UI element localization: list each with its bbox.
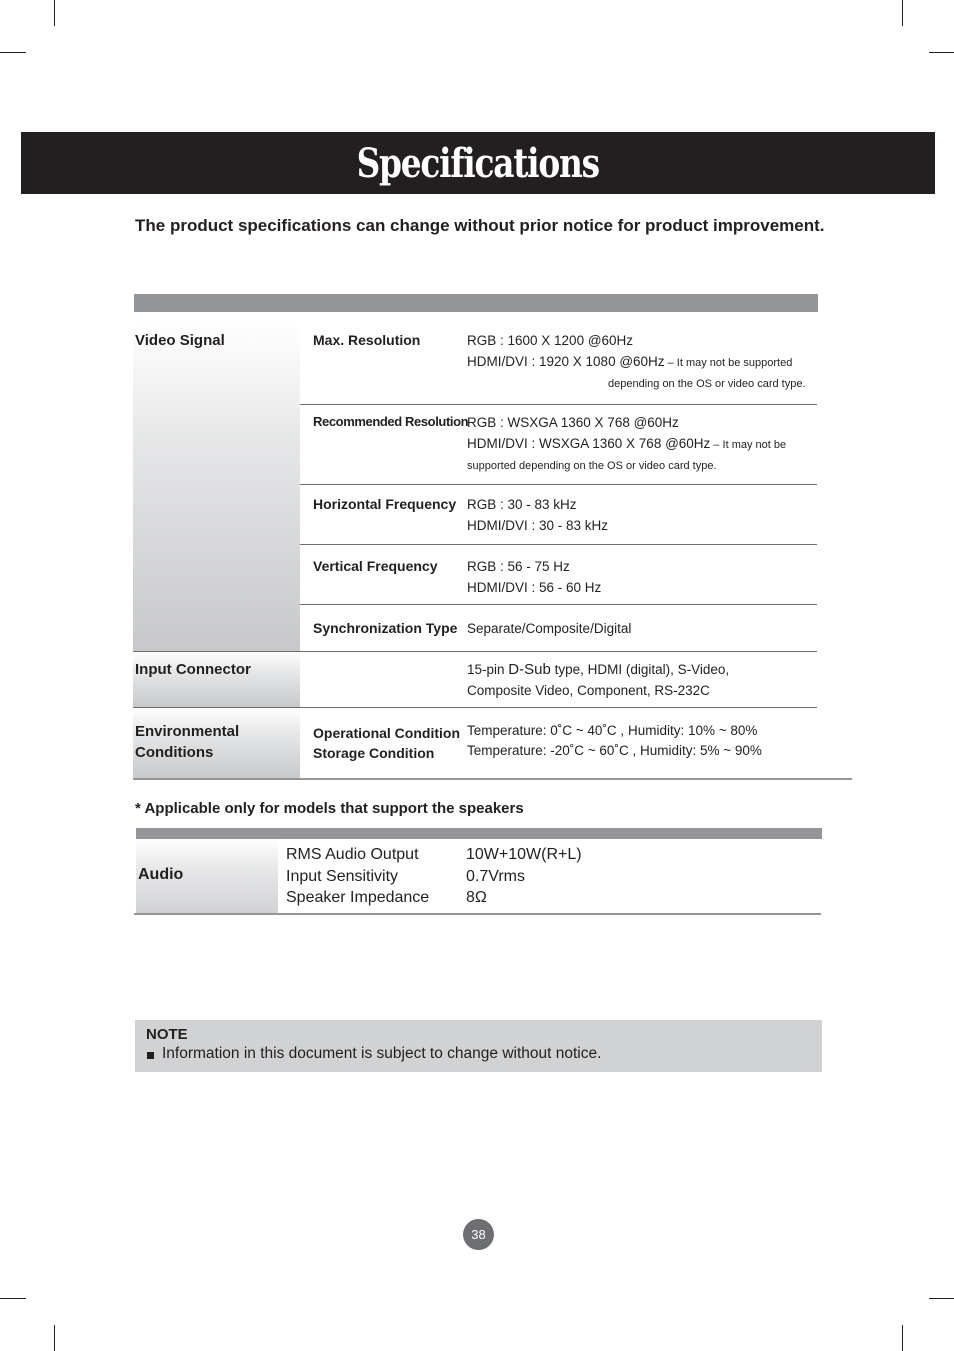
label-horizontal-frequency: Horizontal Frequency <box>313 496 457 512</box>
value-prefix: 15-pin <box>467 662 509 677</box>
value-note-line: supported depending on the OS or video card type. <box>467 460 717 472</box>
row-separator <box>300 484 817 485</box>
value-vertical-frequency <box>467 556 601 598</box>
value-line <box>467 433 786 456</box>
category-environmental-line2: Conditions <box>135 744 214 761</box>
crop-mark <box>54 1325 55 1351</box>
audio-value-impedance: 8Ω <box>466 889 487 906</box>
note-text: Information in this document is subject to change without notice. <box>162 1045 602 1062</box>
value-recommended-resolution <box>467 412 786 477</box>
category-column-video <box>133 322 300 651</box>
audio-label-impedance: Speaker Impedance <box>286 889 430 906</box>
label-operational-condition: Operational Condition <box>313 725 460 741</box>
value-input-connector <box>467 659 729 701</box>
crop-mark <box>54 0 55 26</box>
audio-label-sensitivity: Input Sensitivity <box>286 868 399 885</box>
table-header-bar <box>134 294 818 312</box>
page-title: Specifications <box>356 139 600 187</box>
value-main: HDMI/DVI : 1920 X 1080 @60Hz <box>467 354 665 369</box>
bullet-square-icon <box>147 1052 154 1059</box>
page-subtitle: The product specifications can change without prior notice for product improvement. <box>135 216 825 235</box>
value-line: RGB : 1600 X 1200 @60Hz <box>467 333 634 348</box>
value-suffix: type, HDMI (digital), S-Video, <box>550 662 730 677</box>
value-line: RGB : 30 - 83 kHz <box>467 497 577 512</box>
value-line: HDMI/DVI : 30 - 83 kHz <box>467 518 609 533</box>
category-audio: Audio <box>138 866 184 883</box>
value-line <box>467 351 806 374</box>
label-sync-type: Synchronization Type <box>313 620 458 636</box>
page-number: 38 <box>463 1219 494 1250</box>
crop-mark <box>929 52 954 53</box>
label-vertical-frequency: Vertical Frequency <box>313 558 438 574</box>
row-separator <box>133 707 817 708</box>
value-horizontal-frequency <box>467 494 608 536</box>
value-note-line: depending on the OS or video card type. <box>608 378 806 390</box>
value-sync-type: Separate/Composite/Digital <box>467 621 632 636</box>
value-note: – It may not be supported <box>664 357 793 369</box>
audio-value-sensitivity: 0.7Vrms <box>466 868 525 885</box>
row-separator <box>300 544 817 545</box>
table-bottom-rule <box>133 778 852 780</box>
row-separator <box>300 404 817 405</box>
category-environmental <box>135 721 239 763</box>
label-environmental <box>313 723 460 763</box>
label-recommended-resolution: Recommended Resolution <box>313 414 469 429</box>
value-operational-condition: Temperature: 0˚C ~ 40˚C , Humidity: 10% ~ 80% <box>467 723 758 738</box>
crop-mark <box>902 0 903 26</box>
value-max-resolution <box>467 330 806 395</box>
label-max-resolution: Max. Resolution <box>313 332 421 348</box>
audio-bottom-rule <box>134 913 821 915</box>
value-storage-condition: Temperature: -20˚C ~ 60˚C , Humidity: 5% ~ 90% <box>467 743 762 758</box>
value-line <box>467 659 729 680</box>
row-separator <box>300 604 817 605</box>
row-separator <box>133 651 817 652</box>
category-input-connector: Input Connector <box>135 661 251 678</box>
value-main: HDMI/DVI : WSXGA 1360 X 768 @60Hz <box>467 436 711 451</box>
value-dsub: D-Sub <box>508 661 551 678</box>
note-title: NOTE <box>146 1026 188 1043</box>
audio-label-rms: RMS Audio Output <box>286 846 419 863</box>
value-note: – It may not be <box>710 439 787 451</box>
crop-mark <box>902 1325 903 1351</box>
value-line: Composite Video, Component, RS-232C <box>467 683 710 698</box>
value-line: RGB : WSXGA 1360 X 768 @60Hz <box>467 415 679 430</box>
title-band <box>21 132 935 194</box>
crop-mark <box>0 1298 26 1299</box>
value-line: RGB : 56 - 75 Hz <box>467 559 570 574</box>
audio-value-rms: 10W+10W(R+L) <box>466 846 582 863</box>
crop-mark <box>929 1298 954 1299</box>
audio-header-bar <box>136 828 822 839</box>
crop-mark <box>0 52 26 53</box>
speaker-footnote: * Applicable only for models that support the speakers <box>135 800 524 817</box>
label-storage-condition: Storage Condition <box>313 745 435 761</box>
value-line: HDMI/DVI : 56 - 60 Hz <box>467 580 602 595</box>
category-video-signal: Video Signal <box>135 332 225 349</box>
value-environmental <box>467 721 762 761</box>
note-box <box>135 1020 822 1072</box>
category-environmental-line1: Environmental <box>135 723 240 740</box>
